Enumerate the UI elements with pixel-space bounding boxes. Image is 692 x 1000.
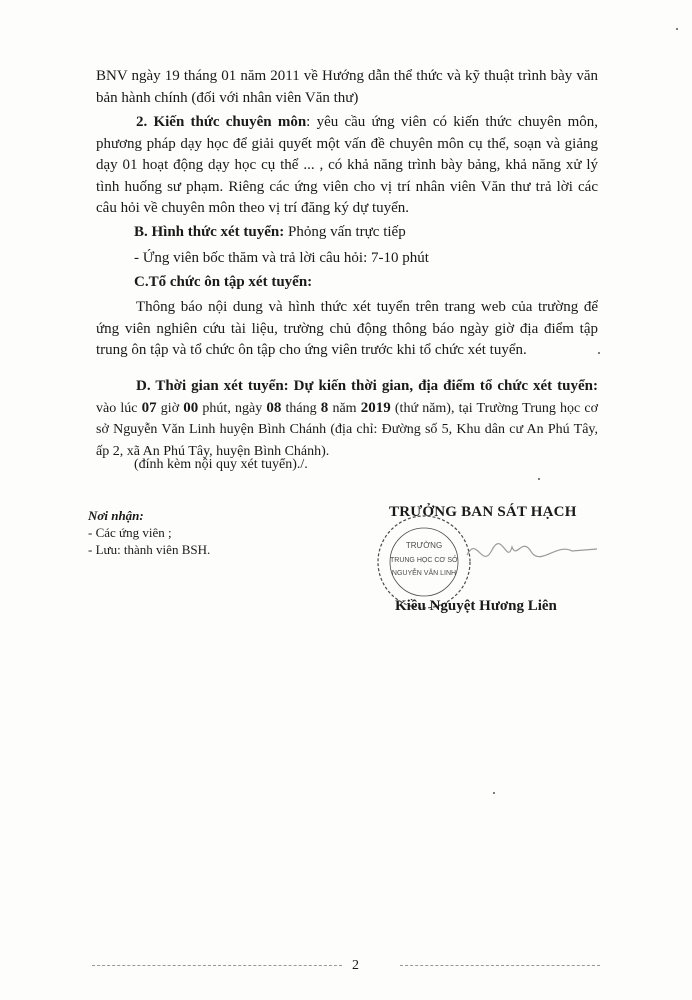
section-c-text: Thông báo nội dung và hình thức xét tuyển trên trang web của trường để ứng viên nghiên cứu tài liệu, trường chủ động thông báo ngày giờ địa điểm tập trung ôn tập và tổ chức ôn tập cho ứng viên trước khi tổ chức xét tuyển. [96, 299, 598, 358]
signer-title: TRƯỞNG BAN SÁT HẠCH [389, 504, 577, 520]
stamp-line: TRUNG HỌC CƠ SỞ [389, 557, 459, 564]
page-number: 2 [352, 958, 359, 973]
stamp-line: NGUYỄN VĂN LINH [391, 570, 457, 577]
paragraph-bnv [96, 66, 598, 109]
recipients-title: Nơi nhận: [88, 508, 144, 523]
footer-rule [92, 965, 342, 966]
recipient-item: - Các ứng viên ; [88, 525, 172, 540]
section-b-item: - Ứng viên bốc thăm và trả lời câu hỏi: 7-10 phút [134, 250, 429, 266]
section-text: : yêu cầu ứng viên có kiến thức chuyên môn, phương pháp dạy học để giải quyết một vấn đề chuyên môn cụ thể, soạn và giảng dạy 01 hoạt động dạy học cụ thể ... , có khả năng trình bày bảng, khả năng xử lý tình huống sư phạm. Riêng các ứng viên cho vị trí nhân viên Văn thư trả lời các câu hỏi về chuyên môn theo vị trí đăng ký dự tuyển. [96, 114, 598, 216]
scan-speck [598, 352, 600, 354]
closing-line: (đính kèm nội quy xét tuyển)./. [134, 457, 308, 472]
paragraph-knowledge [96, 112, 598, 220]
scan-speck [538, 478, 540, 480]
footer-rule [400, 965, 600, 966]
section-b-heading: B. Hình thức xét tuyển: Phỏng vấn trực tiếp [134, 224, 406, 240]
signer-name: Kiều Nguyệt Hương Liên [395, 598, 557, 614]
stamp-line: TRƯỜNG [405, 541, 443, 550]
recipient-item: - Lưu: thành viên BSH. [88, 542, 211, 557]
section-label: 2. Kiến thức chuyên môn [136, 114, 307, 130]
scan-speck [676, 28, 678, 30]
paragraph-text: BNV ngày 19 tháng 01 năm 2011 về Hướng dẫn thể thức và kỹ thuật trình bày văn bản hành chính (đối với nhân viên Văn thư) [96, 68, 598, 106]
section-c-heading: C.Tổ chức ôn tập xét tuyển: [134, 274, 313, 290]
recipients-block [88, 507, 210, 558]
section-d: D. Thời gian xét tuyển: Dự kiến thời gian, địa điểm tổ chức xét tuyển: vào lúc 07 giờ 00 phút, ngày 08 tháng 8 năm 2019 (thứ năm), tại Trường Trung học cơ sở Nguyễn Văn Linh huyện Bình Chánh (địa chỉ: Đường số 5, Khu dân cư An Phú Tây, ấp 2, xã An Phú Tây, huyện Bình Chánh). [96, 378, 599, 459]
scan-speck [493, 792, 495, 794]
handwritten-signature-icon [462, 525, 602, 585]
